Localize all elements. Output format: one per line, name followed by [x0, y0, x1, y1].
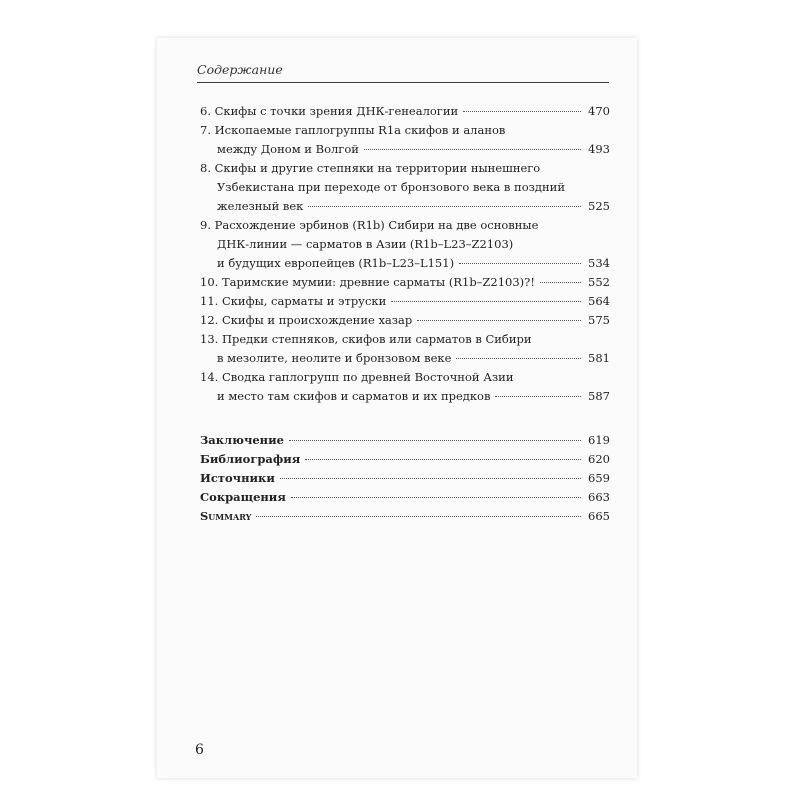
toc-entry-title-cont: между Доном и Волгой — [217, 142, 359, 156]
toc-section-title: Заключение — [200, 433, 284, 447]
toc-page-number: 620 — [588, 452, 610, 466]
toc-page-number: 575 — [588, 313, 610, 327]
toc-section-sources — [200, 469, 610, 488]
table-of-contents — [200, 102, 610, 526]
toc-section-title: Сокращения — [200, 490, 286, 504]
dot-leader — [463, 111, 581, 112]
toc-page-number: 534 — [588, 256, 610, 270]
toc-section-title: Summary — [200, 509, 252, 523]
page-number: 6 — [195, 742, 204, 758]
toc-section-abbreviations — [200, 488, 610, 507]
toc-page-number: 587 — [588, 389, 610, 403]
toc-entry-title: 8. Скифы и другие степняки на территории нынешнего — [200, 161, 541, 175]
dot-leader — [391, 301, 581, 302]
toc-entry-10 — [200, 273, 610, 292]
toc-entry-title-cont: и место там скифов и сарматов и их предков — [217, 389, 491, 403]
running-head: Содержание — [197, 62, 283, 77]
dot-leader — [417, 320, 581, 321]
dot-leader — [289, 440, 581, 441]
toc-entry-title-cont: Узбекистана при переходе от бронзового века в поздний — [217, 180, 565, 194]
toc-section-bibliography — [200, 450, 610, 469]
toc-entry-title-cont: ДНК-линии — сарматов в Азии (R1b–L23–Z2103) — [217, 237, 514, 251]
toc-entry-title: 9. Расхождение эрбинов (R1b) Сибири на две основные — [200, 218, 539, 232]
dot-leader — [291, 497, 581, 498]
toc-entry-13 — [200, 330, 610, 368]
toc-section-title: Источники — [200, 471, 275, 485]
dot-leader — [456, 358, 581, 359]
dot-leader — [308, 206, 581, 207]
dot-leader — [540, 282, 581, 283]
dot-leader — [256, 516, 581, 517]
dot-leader — [280, 478, 581, 479]
toc-page-number: 663 — [588, 490, 610, 504]
toc-page-number: 619 — [588, 433, 610, 447]
toc-section-summary — [200, 507, 610, 526]
toc-entry-8 — [200, 159, 610, 216]
toc-entry-12 — [200, 311, 610, 330]
toc-entry-title: 14. Сводка гаплогрупп по древней Восточной Азии — [200, 370, 514, 384]
toc-entry-title: 13. Предки степняков, скифов или сарматов в Сибири — [200, 332, 532, 346]
toc-entry-title: 7. Ископаемые гаплогруппы R1a скифов и аланов — [200, 123, 506, 137]
toc-entry-title: 6. Скифы с точки зрения ДНК-генеалогии — [200, 104, 459, 118]
dot-leader — [495, 396, 581, 397]
toc-page-number: 470 — [588, 104, 610, 118]
toc-entry-11 — [200, 292, 610, 311]
toc-entry-title-cont: железный век — [217, 199, 304, 213]
toc-page-number: 659 — [588, 471, 610, 485]
toc-entry-14 — [200, 368, 610, 406]
toc-entry-7 — [200, 121, 610, 159]
toc-entry-9 — [200, 216, 610, 273]
toc-entry-title: 11. Скифы, сарматы и этруски — [200, 294, 387, 308]
toc-entry-title: 12. Скифы и происхождение хазар — [200, 313, 413, 327]
header-rule — [197, 82, 609, 83]
toc-page-number: 665 — [588, 509, 610, 523]
toc-page-number: 525 — [588, 199, 610, 213]
toc-page-number: 493 — [588, 142, 610, 156]
toc-entry-title-cont: в мезолите, неолите и бронзовом веке — [217, 351, 452, 365]
toc-page-number: 552 — [588, 275, 610, 289]
toc-entry-title-cont: и будущих европейцев (R1b–L23–L151) — [217, 256, 455, 270]
toc-entry-title: 10. Таримские мумии: древние сарматы (R1b–Z2103)?! — [200, 275, 535, 289]
toc-page-number: 581 — [588, 351, 610, 365]
toc-section-conclusion — [200, 431, 610, 450]
toc-entry-6 — [200, 102, 610, 121]
toc-page-number: 564 — [588, 294, 610, 308]
toc-section-title: Библиография — [200, 452, 301, 466]
dot-leader — [364, 149, 581, 150]
dot-leader — [305, 459, 581, 460]
dot-leader — [459, 263, 581, 264]
